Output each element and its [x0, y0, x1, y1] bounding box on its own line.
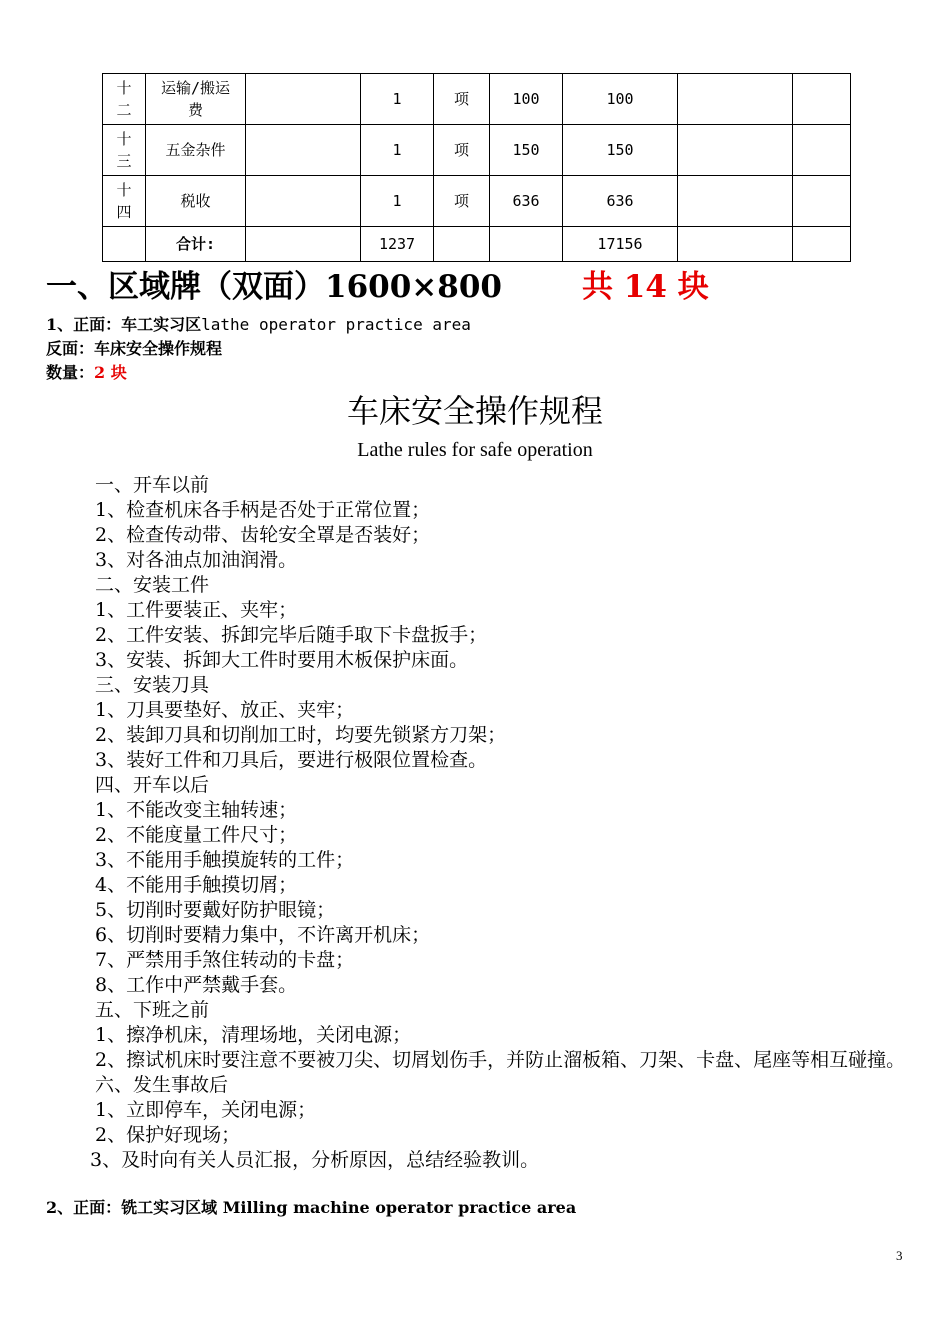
item-name: 税收: [146, 176, 246, 227]
item-spec: [246, 125, 361, 176]
table-total-row: [103, 227, 851, 262]
total-price: [490, 227, 563, 262]
rule-line: 一、开车以前: [95, 474, 210, 496]
item-col9: [793, 176, 851, 227]
rule-line: 2、检查传动带、齿轮安全罩是否装好；: [95, 524, 431, 546]
item-name: 运输/搬运费: [146, 74, 246, 125]
rule-line: 五、下班之前: [95, 999, 210, 1021]
sign1-front-label: 1、正面：车工实习区: [46, 315, 202, 334]
item-name: 五金杂件: [146, 125, 246, 176]
rule-line: 8、工作中严禁戴手套。: [95, 974, 298, 996]
table-row: [103, 125, 851, 176]
rules-list: [0, 473, 950, 1173]
row-number: 十四: [103, 176, 146, 227]
cost-table: [102, 73, 851, 262]
total-col8: [678, 227, 793, 262]
rule-line: 1、立即停车，关闭电源；: [95, 1099, 317, 1121]
rule-line: 6、切削时要精力集中，不许离开机床；: [95, 924, 431, 946]
rule-line: 六、发生事故后: [95, 1074, 229, 1096]
rule-line: 1、不能改变主轴转速；: [95, 799, 298, 821]
page-number: 3: [896, 1248, 903, 1263]
item-amount: 636: [563, 176, 678, 227]
item-price: 150: [490, 125, 563, 176]
rule-line: 5、切削时要戴好防护眼镜；: [95, 899, 336, 921]
rule-line: 3、对各油点加油润滑。: [95, 549, 298, 571]
item-col8: [678, 125, 793, 176]
rule-paragraph: 2、擦试机床时要注意不要被刀尖、切屑划伤手，并防止溜板箱、刀架、卡盘、尾座等相互碰撞。: [95, 1049, 906, 1071]
item-spec: [246, 176, 361, 227]
rule-line: 2、装卸刀具和切削加工时，均要先锁紧方刀架；: [95, 724, 507, 746]
rule-line: 1、检查机床各手柄是否处于正常位置；: [95, 499, 431, 521]
rule-line: 3、安装、拆卸大工件时要用木板保护床面。: [95, 649, 469, 671]
rule-line: 3、不能用手触摸旋转的工件；: [95, 849, 355, 871]
total-unit: [434, 227, 490, 262]
item-price: 100: [490, 74, 563, 125]
item-price: 636: [490, 176, 563, 227]
rule-line: 二、安装工件: [95, 574, 210, 596]
rule-line: 2、保护好现场；: [95, 1124, 241, 1146]
section-heading: [46, 264, 926, 310]
rule-line: 4、不能用手触摸切屑；: [95, 874, 298, 896]
total-label: 合计:: [146, 227, 246, 262]
total-amount: 17156: [563, 227, 678, 262]
rule-line: 四、开车以后: [95, 774, 210, 796]
section-heading-text: 一、区域牌（双面）1600×800: [46, 269, 502, 305]
rule-line: 3、装好工件和刀具后，要进行极限位置检查。: [95, 749, 488, 771]
rules-subtitle: Lathe rules for safe operation: [357, 439, 593, 461]
sign1-front: [46, 314, 471, 336]
item-spec: [246, 74, 361, 125]
total-quantity: 1237: [361, 227, 434, 262]
rule-line: 3、及时向有关人员汇报，分析原因，总结经验教训。: [90, 1149, 540, 1171]
rule-line: 三、安装刀具: [95, 674, 210, 696]
item-col8: [678, 74, 793, 125]
item-quantity: 1: [361, 125, 434, 176]
sign2-front: 2、正面：铣工实习区域 Milling machine operator practice area: [46, 1198, 577, 1217]
item-col9: [793, 74, 851, 125]
rule-line: 1、擦净机床，清理场地，关闭电源；: [95, 1024, 412, 1046]
sign1-back: 反面：车床安全操作规程: [46, 339, 223, 358]
table-row: [103, 176, 851, 227]
total-empty: [103, 227, 146, 262]
rule-line: 1、刀具要垫好、放正、夹牢；: [95, 699, 355, 721]
item-quantity: 1: [361, 176, 434, 227]
item-amount: 150: [563, 125, 678, 176]
sign1-quantity-label: 数量：: [46, 363, 95, 382]
row-number: 十三: [103, 125, 146, 176]
sign1-quantity: [46, 362, 127, 384]
item-unit: 项: [434, 176, 490, 227]
section-count: 共 14 块: [582, 269, 709, 305]
item-col8: [678, 176, 793, 227]
item-amount: 100: [563, 74, 678, 125]
rule-line: 1、工件要装正、夹牢；: [95, 599, 298, 621]
item-quantity: 1: [361, 74, 434, 125]
rule-line: 7、严禁用手煞住转动的卡盘；: [95, 949, 355, 971]
rule-line: 2、工件安装、拆卸完毕后随手取下卡盘扳手；: [95, 624, 488, 646]
item-unit: 项: [434, 74, 490, 125]
total-spec: [246, 227, 361, 262]
rule-line: 2、不能度量工件尺寸；: [95, 824, 298, 846]
total-col9: [793, 227, 851, 262]
row-number: 十二: [103, 74, 146, 125]
table-row: [103, 74, 851, 125]
sign1-front-english: lathe operator practice area: [201, 315, 471, 334]
item-unit: 项: [434, 125, 490, 176]
item-col9: [793, 125, 851, 176]
rules-title: 车床安全操作规程: [346, 392, 603, 430]
sign1-quantity-value: 2 块: [94, 363, 127, 382]
